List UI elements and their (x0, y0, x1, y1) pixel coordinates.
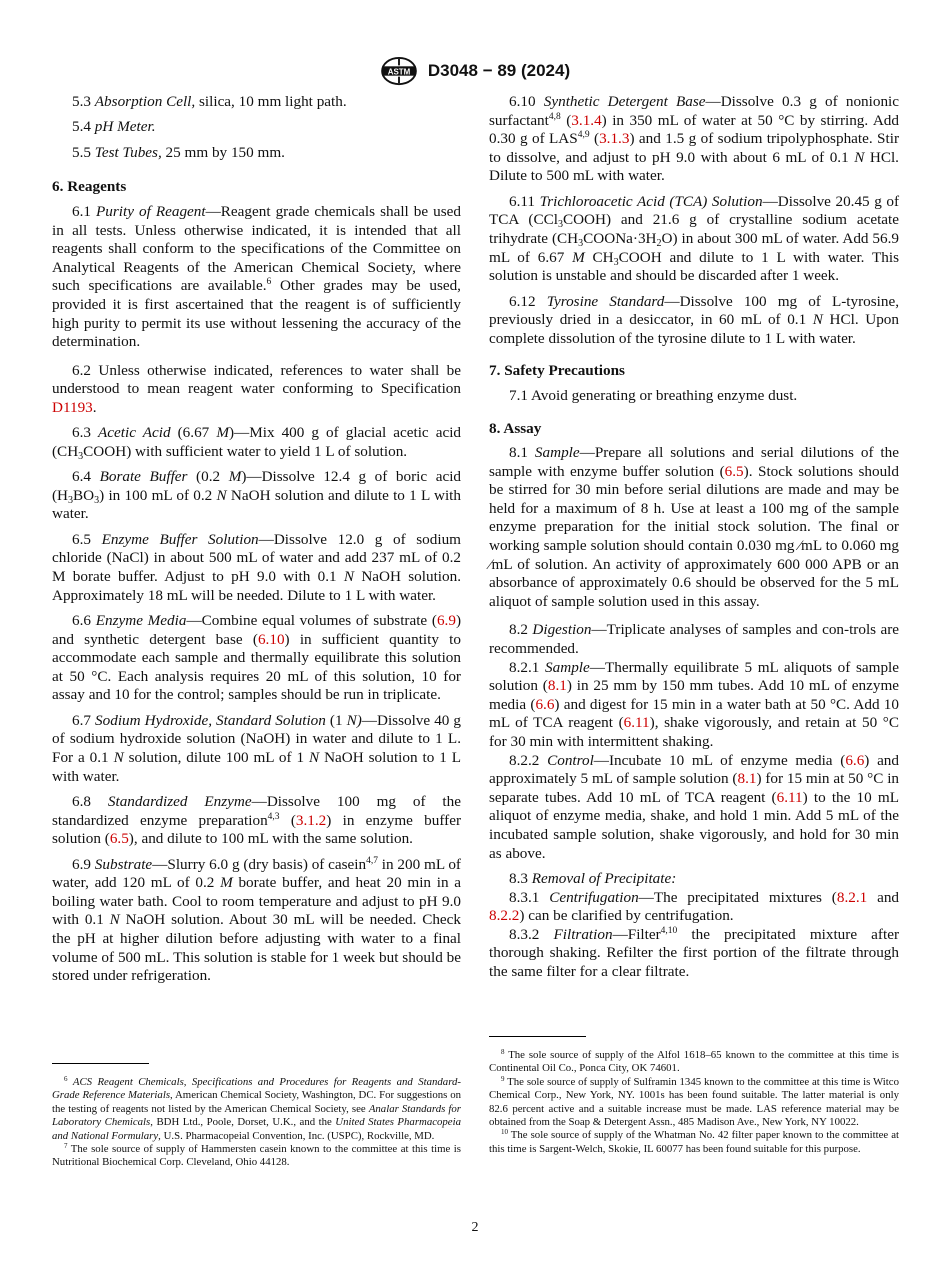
footnotes-right (489, 1036, 899, 1156)
footnote-divider (52, 1063, 149, 1064)
footnotes-left (52, 1063, 461, 1170)
section-6-4: 6.4 Borate Buffer (0.2 M)—Dissolve 12.4 g of boric acid $(H_3BO_3)$ in 100 mL of 0.2 N NaOH solution and dilute to 1 L with water. (52, 468, 462, 523)
section-6-12: 6.12 Tyrosine Standard—Dissolve 100 mg of L-tyrosine, previously dried in a desiccator, in 60 mL of 0.1 N HCl. Upon complete dissolution of the tyrosine dilute to 1 L with water. (489, 292, 900, 347)
section-6-8: 6.8 Standardized Enzyme—Dissolve 100 mg of the standardized enzyme preparation$^{4,3}$ (3.1.2) in enzyme buffer solution (6.5), and dilute to 100 mL with the same solution. (52, 792, 462, 848)
footnote-6: $^6$ ACS Reagent Chemicals, Specifications and Procedures for Reagents and Standard-Grade Reference Materials, American Chemical Society, Washington, DC. For suggestions on the testing of reagents not listed by the American Chemical Society, see Analar Standards for Laboratory Chemicals, BDH Ltd., Poole, Dorset, U.K., and the United States Pharmacopeia and National Formulary, U.S. Pharmacopeial Convention, Inc. (USPC), Rockville, MD. (52, 1075, 462, 1142)
footnote-10: $^{10}$ The sole source of supply of the Whatman No. 42 filter paper known to the committee at this time is Sargent-Welch, Skokie, IL 60077 has been found suitable for this purpose. (489, 1128, 899, 1155)
ref-link[interactable]: 3.1.2 (295, 811, 327, 829)
heading-reagents: 6. Reagents (52, 178, 127, 196)
ref-link[interactable]: 8.1 (547, 677, 567, 695)
section-6-5: 6.5 Enzyme Buffer Solution—Dissolve 12.0 g of sodium chloride (NaCl) in about 500 mL of water and add 237 mL of 0.2 M borate buffer. Adjust to pH 9.0 with 0.1 N NaOH solution. Approximately 18 mL will be needed. Dilute to 1 L with water. (52, 530, 462, 604)
ref-link[interactable]: 6.5 (724, 462, 744, 480)
section-8-2-2: 8.2.2 Control—Incubate 10 mL of enzyme media (6.6) and approximately 5 mL of sample solution (8.1) for 15 min at 50 °C in separate tubes. Add 10 mL of TCA reagent (6.11) to the 10 mL aliquot of enzyme media, shake, and hold 1 min. Add 5 mL of the incubated sample solution, shake vigorously, and hold for 30 min as above. (489, 751, 900, 862)
section-6-10: 6.10 Synthetic Detergent Base—Dissolve 0.3 g of nonionic surfactant$^{4,8}$ (3.1.4) in 350 mL of water at 50 °C by stirring. Add 0.30 g of LAS$^{4,9}$ (3.1.3) and 1.5 g of sodium tripolyphosphate. Stir to dissolve, and adjust to pH 9.0 with about 6 mL of 0.1 N HCl. Dilute to 500 mL with water. (489, 93, 899, 185)
ref-link[interactable]: 8.2.2 (489, 907, 520, 925)
section-8-2: 8.2 Digestion—Triplicate analyses of samples and con-trols are recommended. (489, 621, 900, 658)
ref-link[interactable]: 6.5 (109, 830, 129, 848)
section-6-6: 6.6 Enzyme Media—Combine equal volumes of substrate (6.9) and synthetic detergent base (6.10) in sufficient quantity to accommodate each sample and thermally equilibrate this solution at 50 °C. Each analysis requires 20 mL of this solution, 10 for assay and 10 for the control; samples should be run in triplicate. (52, 612, 461, 704)
heading-assay: 8. Assay (489, 419, 542, 437)
section-8-3-1: 8.3.1 Centrifugation—The precipitated mixtures (8.2.1 and 8.2.2) can be clarified by centrifugation. (489, 888, 900, 925)
section-6-9: 6.9 Substrate—Slurry 6.0 g (dry basis) of casein$^{4,7}$ in 200 mL of water, add 120 mL of 0.2 M borate buffer, and heat 20 min in a boiling water bath. Cool to room temperature and adjust to pH 9.0 with 0.1 N NaOH solution. About 30 mL will be needed. Check the pH at higher dilution before adjusting with water to a final volume of 500 mL. This solution is stable for 1 week but should be stored under refrigeration. (52, 855, 461, 985)
section-6-3: 6.3 Acetic Acid (6.67 M)—Mix 400 g of glacial acetic acid $(CH_3COOH)$ with sufficient water to yield 1 L of solution. (52, 424, 462, 462)
section-8-3-2: 8.3.2 Filtration—Filter$^{4,10}$ the precipitated mixture after thorough shaking. Refilter the first portion of the filtrate through the same filter for a clear filtrate. (489, 925, 899, 980)
page-number: 2 (471, 1220, 479, 1235)
section-6-2: 6.2 Unless otherwise indicated, references to water shall be understood to mean reagent water conforming to Specification D1193. (52, 361, 461, 416)
footnote-divider (489, 1036, 586, 1037)
astm-logo-icon (380, 56, 418, 86)
footnote-7: $^7$ The sole source of supply of Hammersten casein known to the committee at this time is Nutritional Biochemical Corp. Cleveland, Ohio 44128. (52, 1142, 461, 1169)
ref-link[interactable]: 6.10 (257, 630, 285, 648)
section-5-5: 5.5 Test Tubes, 25 mm by 150 mm. (72, 143, 285, 161)
ref-link[interactable]: 6.6 (535, 695, 555, 713)
ref-link[interactable]: 8.1 (737, 770, 757, 788)
document-id: D3048 − 89 (2024) (427, 61, 571, 80)
footnote-9: $^9$ The sole source of supply of Sulframin 1345 known to the committee at this time is Witco Chemical Corp., New York, NY. 1001s has been found suitable. The latter material is only 82.6 percent active and a suitable increase must be made. LAS reference material may be obtained from the Soap & Detergent Assn., 485 Madison Ave., New York, NY 10022. (489, 1074, 899, 1129)
section-5-4: 5.4 pH Meter. (72, 118, 156, 136)
ref-link[interactable]: 6.9 (436, 612, 456, 630)
section-6-11: 6.11 Trichloroacetic Acid (TCA) Solution—Dissolve 20.45 g of TCA (CCl$_3$COOH) and 21.6 g of crystalline sodium acetate trihydrate $(CH_3COONa\cdot 3H_2O)$ in about 300 mL of water. Add 56.9 mL of 6.67 M $CH_3COOH$ and dilute to 1 L with water. This solution is unstable and should be discarded after 1 week. (489, 192, 900, 285)
left-column (52, 93, 461, 993)
svg-text:ASTM: ASTM (387, 67, 411, 77)
ref-link[interactable]: 8.2.1 (836, 888, 868, 906)
section-8-2-1: 8.2.1 Sample—Thermally equilibrate 5 mL aliquots of sample solution (8.1) in 25 mm by 150 mm tubes. Add 10 mL of enzyme media (6.6) and digest for 15 min in a water bath at 50 °C. Add 10 mL of TCA reagent (6.11), shake vigorously, and retain at 50 °C for 30 min with intermittent shaking. (489, 658, 900, 750)
footnote-8: $^8$ The sole source of supply of the Alfol 1618–65 known to the committee at this time is Continental Oil Co., Ponca City, OK 74601. (489, 1048, 899, 1075)
heading-safety-precautions: 7. Safety Precautions (489, 362, 625, 380)
section-8-3: 8.3 Removal of Precipitate: (509, 869, 677, 887)
section-7-1: 7.1 Avoid generating or breathing enzyme dust. (509, 386, 798, 404)
ref-link[interactable]: 6.11 (776, 788, 803, 806)
section-6-1: 6.1 Purity of Reagent—Reagent grade chemicals shall be used in all tests. Unless otherwise indicated, it is intended that all reagents shall conform to the specifications of the Committee on Analytical Reagents of the American Chemical Society, where such specifications are available.$^6$ Other grades may be used, provided it is first ascertained that the reagent is of sufficiently high purity to permit its use without lessening the accuracy of the determination. (52, 202, 461, 351)
section-8-1: 8.1 Sample—Prepare all solutions and serial dilutions of the sample with enzyme buffer solution (6.5). Stock solutions should be stirred for 30 min before serial dilutions are made and may be held for a maximum of 8 h. Use at least a 100 mg of the sample enzyme preparation for the initial stock solution. The final or working sample solution should contain 0.030 mg ⁄mL to 0.060 mg ⁄mL of solution. An activity of approximately 600 000 APB or an absorbance of approximately 0.6 should be observed for the 5 mL aliquot of sample solution used in this assay. (489, 444, 899, 610)
ref-link[interactable]: 3.1.3 (599, 130, 630, 148)
ref-link[interactable]: 3.1.4 (571, 111, 602, 129)
section-6-7: 6.7 Sodium Hydroxide, Standard Solution (1 N)—Dissolve 40 g of sodium hydroxide solution (NaOH) in water and dilute to 1 L. For a 0.1 N solution, dilute 100 mL of 1 N NaOH solution to 1 L with water. (52, 711, 462, 785)
section-5-3: 5.3 Absorption Cell, silica, 10 mm light path. (72, 93, 347, 110)
ref-link[interactable]: 6.6 (845, 751, 865, 769)
ref-link[interactable]: 6.11 (623, 714, 650, 732)
ref-link[interactable]: D1193 (52, 398, 93, 416)
right-column (489, 93, 899, 988)
page-header (0, 56, 950, 86)
